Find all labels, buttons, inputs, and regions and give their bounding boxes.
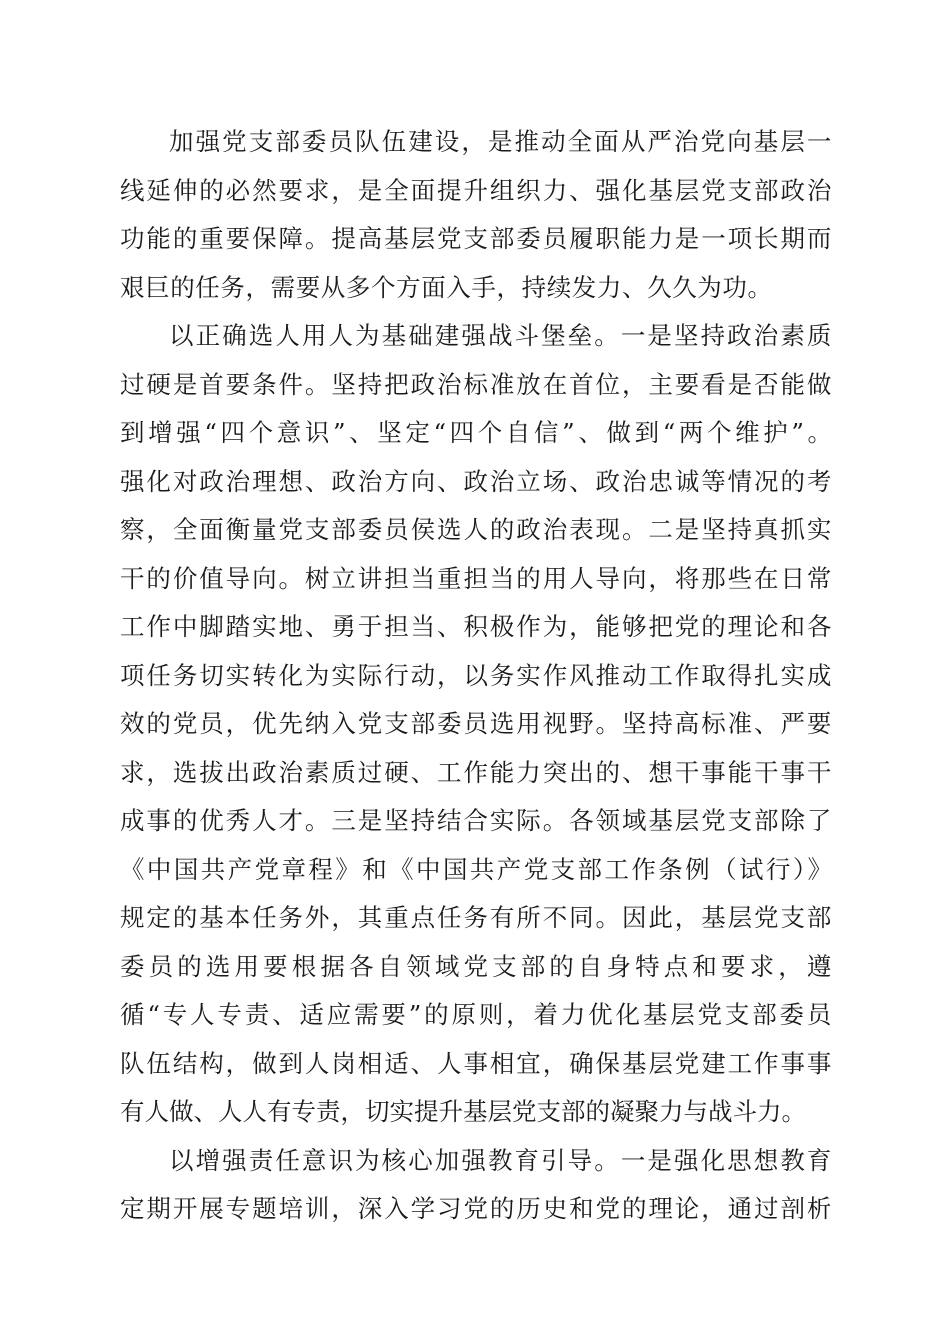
text-line: 察，全面衡量党支部委员侯选人的政治表现。二是坚持真抓实 <box>120 515 832 544</box>
text-line: 规定的基本任务外，其重点任务有所不同。因此，基层党支部 <box>120 903 832 932</box>
text-line: 线延伸的必然要求，是全面提升组织力、强化基层党支部政治 <box>120 175 832 205</box>
text-line: 功能的重要保障。提高基层党支部委员履职能力是一项长期而 <box>120 224 832 253</box>
text-line: 过硬是首要条件。坚持把政治标准放在首位，主要看是否能做 <box>120 369 832 399</box>
text-line: 成事的优秀人才。三是坚持结合实际。各领域基层党支部除了 <box>120 806 832 835</box>
text-line: 求，选拔出政治素质过硬、工作能力突出的、想干事能干事干 <box>120 757 832 787</box>
text-line: 定期开展专题培训，深入学习党的历史和党的理论，通过剖析 <box>120 1194 832 1223</box>
text-line: 有人做、人人有专责，切实提升基层党支部的凝聚力与战斗力。 <box>120 1097 806 1126</box>
text-line: 委员的选用要根据各自领域党支部的自身特点和要求，遵 <box>120 951 832 981</box>
paragraph-2 <box>120 312 832 1137</box>
text-line: 循“专人专责、适应需要”的原则，着力优化基层党支部委员 <box>120 1000 832 1029</box>
text-line: 加强党支部委员队伍建设，是推动全面从严治党向基层一 <box>169 127 832 156</box>
text-line: 艰巨的任务，需要从多个方面入手，持续发力、久久为功。 <box>120 272 773 302</box>
text-line: 《中国共产党章程》和《中国共产党支部工作条例（试行）》 <box>120 854 832 884</box>
text-line: 队伍结构，做到人岗相适、人事相宜，确保基层党建工作事事 <box>120 1048 832 1078</box>
text-line: 到增强“四个意识”、坚定“四个自信”、做到“两个维护”。 <box>120 418 832 447</box>
text-line: 工作中脚踏实地、勇于担当、积极作为，能够把党的理论和各 <box>120 612 832 641</box>
document-page <box>120 118 832 1234</box>
text-line: 以增强责任意识为核心加强教育引导。一是强化思想教育 <box>169 1145 832 1175</box>
text-line: 干的价值导向。树立讲担当重担当的用人导向，将那些在日常 <box>120 563 832 593</box>
paragraph-3 <box>120 1137 832 1234</box>
text-line: 效的党员，优先纳入党支部委员选用视野。坚持高标准、严要 <box>120 709 832 738</box>
paragraph-1 <box>120 118 832 312</box>
text-line: 项任务切实转化为实际行动，以务实作风推动工作取得扎实成 <box>120 660 832 690</box>
text-line: 强化对政治理想、政治方向、政治立场、政治忠诚等情况的考 <box>120 466 832 496</box>
text-line: 以正确选人用人为基础建强战斗堡垒。一是坚持政治素质 <box>169 321 832 350</box>
